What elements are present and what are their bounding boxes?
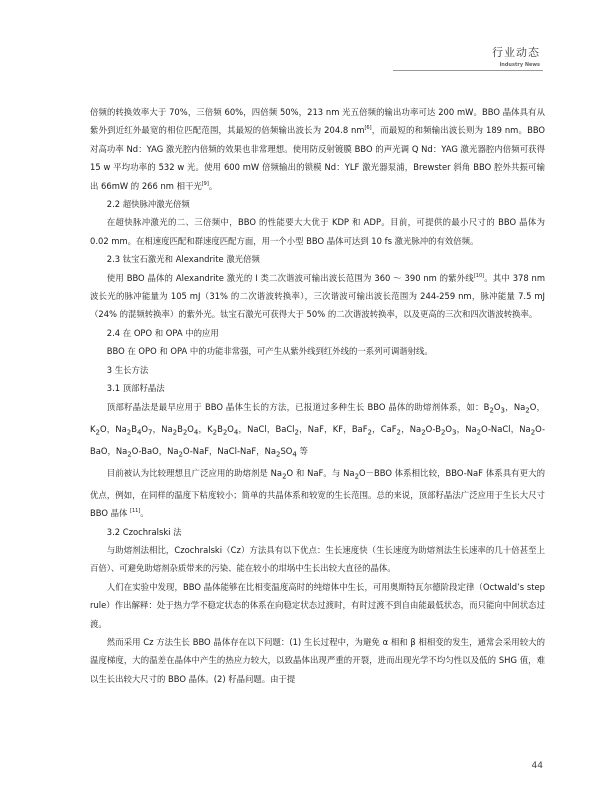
text-run: ，而最短的和频输出波长则为 189 nm。BBO 对高功率 Nd：YAG 激光腔内倍频的效果也非常理想。使用防反射镀膜 BBO 的声光调 Q Nd：YAG 激光器腔内倍频可获得 15 w 平均功率的 532 w 光。使用 600 mW 倍频输出的锁模 Nd：YLF 激光器泵浦，Brewster 斜角 BBO 腔外共振可输出 66mW 的 266 nm 相干光	[90, 125, 546, 191]
text-run: O	[141, 423, 148, 434]
section-heading-h24	[90, 324, 545, 342]
text-run: 2.2 超快脉冲激光倍频	[106, 199, 190, 210]
subscript: 3	[500, 406, 505, 415]
header-rule	[393, 70, 543, 71]
subscript: 2	[212, 428, 218, 437]
text-run: B	[131, 423, 137, 434]
subscript: 7	[147, 428, 153, 437]
subscript: 2	[126, 428, 132, 437]
section-heading-h3	[90, 361, 545, 379]
paragraph-p6	[90, 464, 545, 523]
subscript: 2	[525, 406, 530, 415]
text-run: O－BBO 体系相比较，BBO-NaF 体系具有更大的优点，例如，在同样的温度下粘度较小；简单的共晶体系和较宽的生长范围。总的来说，顶部籽晶法广泛应用于生长大尺寸 BBO 晶体	[90, 467, 545, 519]
text-run: 3.1 顶部籽晶法	[106, 383, 165, 394]
paragraph-p5	[90, 398, 545, 464]
subscript: 2	[182, 428, 188, 437]
page-number: 44	[531, 761, 543, 771]
text-run: O	[187, 423, 194, 434]
text-run: 人们在实验中发现，BBO 晶体能够在比相变温度高时的纯熔体中生长，可用奥斯特瓦尔德阶段定律（Octwald’s step rule）作出解释：处于热力学不稳定状态的体系在向稳定状态过渡时，有时过渡不到自由能最低状态，而只能向中间状态过渡。	[90, 581, 545, 629]
subscript: 2	[367, 428, 372, 437]
text-run: 。	[208, 180, 218, 191]
subscript: 2	[294, 428, 299, 437]
text-run: 在超快脉冲激光的二、三倍频中，BBO 的性能要大大优于 KDP 和 ADP。目前，可提供的最小尺寸的 BBO 晶体为 0.02 mm。在相速度匹配和群速度匹配方面，用一个小型 BBO 晶体可达到 10 fs 激光脉冲的有效倍频。	[90, 217, 545, 246]
section-heading-h31	[90, 379, 545, 397]
subscript: 2	[421, 428, 426, 437]
paragraph-p2	[90, 213, 545, 250]
text-run: ，Na	[401, 423, 422, 434]
paragraph-p1	[90, 103, 545, 195]
text-run: ，NaF，KF，BaF	[298, 423, 368, 434]
header-title: 行业动态	[492, 46, 540, 59]
subscript: 2	[440, 428, 446, 437]
text-run: 3 生长方法	[106, 364, 149, 375]
text-run: 与助熔剂法相比，Czochralski（Cz）方法具有以下优点：生长速度快（生长速度为助熔剂法生长速率的几十倍甚至上百倍）、可避免助熔剂杂质带来的污染、能在较小的坩埚中生长出较大直径的晶体。	[90, 545, 545, 574]
text-run: O-NaCl，Na	[481, 423, 531, 434]
subscript: 4	[193, 428, 199, 437]
text-run: ，Na	[504, 401, 526, 412]
subscript: 2	[530, 428, 536, 437]
text-run: 倍频的转换效率大于 70%，三倍频 60%，四倍频 50%，213 nm 光五倍频的输出功率可达 200 mW。BBO 晶体具有从紫外到近红外最宽的相位匹配范围，其最短的倍频输出波长为 204.8 nm	[90, 107, 545, 136]
subscript: 2	[95, 428, 100, 437]
text-run: O-B	[425, 423, 441, 434]
article-body	[90, 103, 545, 688]
paragraph-p4	[90, 342, 545, 360]
paragraph-p3	[90, 269, 545, 324]
text-run: B	[177, 423, 183, 434]
text-run: SO	[280, 445, 293, 456]
subscript: 2	[396, 428, 401, 437]
paragraph-p7	[90, 541, 545, 578]
citation-ref: [11]	[130, 508, 141, 515]
subscript: 2	[282, 472, 287, 481]
text-run: O	[227, 423, 234, 434]
text-run: O-NaF，NaCl-NaF，Na	[182, 445, 276, 456]
subscript: 2	[178, 450, 183, 459]
text-run: ，K	[198, 423, 213, 434]
subscript: 4	[292, 450, 297, 459]
text-run: O，Na	[99, 423, 127, 434]
text-run: ，Na	[152, 423, 173, 434]
subscript: 3	[451, 428, 457, 437]
text-run: 。其中 378 nm 波长光的脉冲能量为 105 mJ（31% 的二次谐波转换率），三次谐波可输出波长范围为 244-259 nm，脉冲能量 7.5 mJ（24% 的混频转换率）的紫外光。钛宝石激光可获得大于 50% 的二次谐波转换率，以及更高的三次和四次谐波转换率。	[90, 272, 545, 320]
subscript: 2	[172, 428, 178, 437]
subscript: 2	[127, 450, 132, 459]
header-subtitle: Industry News	[499, 62, 540, 68]
subscript: 2	[354, 472, 360, 481]
paragraph-p9	[90, 633, 545, 688]
text-run: ，Na	[456, 423, 477, 434]
text-run: BBO 在 OPO 和 OPA 中的功能非常强，可产生从紫外线到红外线的一系列可调谐射线。	[106, 346, 433, 357]
citation-ref: [10]	[473, 272, 485, 279]
text-run: O-BaO，Na	[131, 445, 179, 456]
text-run: 目前被认为比较理想且广泛应用的助熔剂是 Na	[106, 467, 283, 478]
text-run: 2.4 在 OPO 和 OPA 中的应用	[106, 327, 219, 338]
text-run: B	[217, 423, 223, 434]
text-run: 然而采用 Cz 方法生长 BBO 晶体存在以下问题：(1) 生长过程中，为避免 α 相和 β 相相变的发生，通常会采用较大的温度梯度，大的温差在晶体中产生的热应力较大，以致晶体出现严重的开裂，进而出现光学不均匀性以及低的 SHG 值，难以生长出较大尺寸的 BBO 晶体。(2) 籽晶问题。由于提	[90, 637, 545, 684]
text-run: O，K	[90, 401, 546, 434]
text-run: ，NaCl，BaCl	[238, 423, 295, 434]
subscript: 4	[233, 428, 239, 437]
subscript: 2	[476, 428, 482, 437]
text-run: 等	[296, 445, 308, 456]
subscript: 2	[275, 450, 281, 459]
paragraph-p8	[90, 578, 545, 633]
section-heading-h22	[90, 195, 545, 213]
text-run: O	[493, 401, 501, 412]
subscript: 2	[222, 428, 228, 437]
section-heading-h32	[90, 523, 545, 541]
subscript: 2	[489, 406, 494, 415]
citation-ref: [6]	[364, 125, 372, 132]
subscript: 4	[136, 428, 142, 437]
text-run: ，CaF	[371, 423, 397, 434]
text-run: 3.2 Czochralski 法	[106, 526, 182, 537]
text-run: O-BaO，Na	[90, 423, 545, 456]
text-run: O	[445, 423, 452, 434]
text-run: 使用 BBO 晶体的 Alexandrite 激光的 I 类二次谐波可输出波长范围为 360 ～ 390 nm 的紫外线	[106, 272, 474, 283]
citation-ref: [9]	[201, 180, 209, 187]
text-run: 顶部籽晶法是最早应用于 BBO 晶体生长的方法，已报道过多种生长 BBO 晶体的助熔剂体系，如：B	[106, 401, 490, 412]
text-run: O 和 NaF。与 Na	[286, 467, 355, 478]
text-run: 2.3 钛宝石激光和 Alexandrite 激光倍频	[106, 254, 260, 265]
text-run: 。	[140, 508, 149, 519]
section-heading-h23	[90, 250, 545, 268]
